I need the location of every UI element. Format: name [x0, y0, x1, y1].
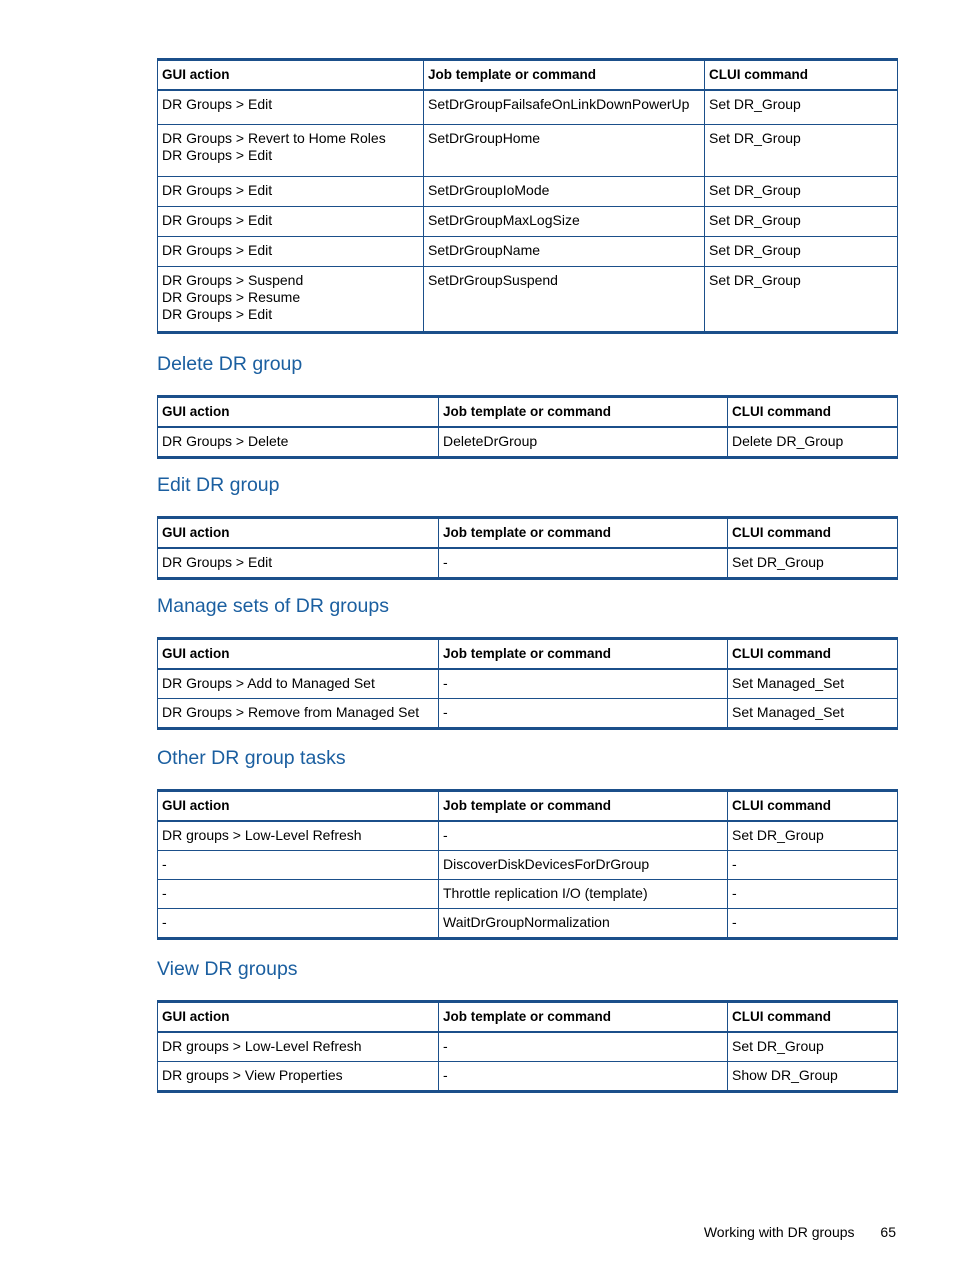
header-clui-command: CLUI command	[705, 60, 898, 91]
table-row	[158, 427, 898, 458]
gui-action-cell: DR Groups > Add to Managed Set	[158, 669, 439, 699]
gui-action-cell: DR Groups > Revert to Home Roles DR Groups > Edit	[158, 124, 424, 176]
clui-cell: -	[728, 909, 898, 939]
gui-action-cell: -	[158, 851, 439, 880]
gui-action-cell: DR Groups > Delete	[158, 427, 439, 458]
gui-action-cell: DR Groups > Edit	[158, 90, 424, 124]
table-row	[158, 90, 898, 124]
page-footer	[704, 1223, 896, 1241]
table-row	[158, 909, 898, 939]
clui-cell: Set DR_Group	[705, 236, 898, 266]
header-job-template: Job template or command	[439, 1002, 728, 1033]
table-row	[158, 236, 898, 266]
job-cell: -	[439, 548, 728, 579]
clui-cell: Set DR_Group	[728, 1032, 898, 1062]
table-row	[158, 699, 898, 729]
section-heading-edit-dr-group: Edit DR group	[157, 474, 280, 496]
gui-action-cell: DR groups > View Properties	[158, 1062, 439, 1092]
header-gui-action: GUI action	[158, 60, 424, 91]
gui-action-cell: -	[158, 909, 439, 939]
manage-sets-table	[157, 637, 898, 730]
header-gui-action: GUI action	[158, 1002, 439, 1033]
gui-action-cell: DR groups > Low-Level Refresh	[158, 821, 439, 851]
table-row	[158, 1032, 898, 1062]
clui-cell: Set Managed_Set	[728, 699, 898, 729]
gui-action-cell: DR Groups > Edit	[158, 176, 424, 206]
job-cell: SetDrGroupIoMode	[424, 176, 705, 206]
section-heading-manage-sets: Manage sets of DR groups	[157, 595, 389, 617]
table-header-row	[158, 1002, 898, 1033]
header-gui-action: GUI action	[158, 791, 439, 822]
job-cell: DeleteDrGroup	[439, 427, 728, 458]
job-cell: SetDrGroupFailsafeOnLinkDownPowerUp	[424, 90, 705, 124]
gui-action-cell: DR Groups > Suspend DR Groups > Resume DR Groups > Edit	[158, 266, 424, 332]
header-clui-command: CLUI command	[728, 397, 898, 428]
gui-action-cell: -	[158, 880, 439, 909]
header-job-template: Job template or command	[439, 518, 728, 549]
job-cell: DiscoverDiskDevicesForDrGroup	[439, 851, 728, 880]
header-job-template: Job template or command	[439, 397, 728, 428]
edit-dr-group-table	[157, 516, 898, 580]
table-header-row	[158, 518, 898, 549]
clui-cell: -	[728, 851, 898, 880]
header-job-template: Job template or command	[439, 791, 728, 822]
table-header-row	[158, 791, 898, 822]
clui-cell: Set DR_Group	[705, 206, 898, 236]
table-row	[158, 821, 898, 851]
job-cell: -	[439, 1032, 728, 1062]
header-gui-action: GUI action	[158, 397, 439, 428]
job-cell: WaitDrGroupNormalization	[439, 909, 728, 939]
job-cell: -	[439, 669, 728, 699]
job-cell: SetDrGroupName	[424, 236, 705, 266]
job-cell: SetDrGroupHome	[424, 124, 705, 176]
footer-section-title: Working with DR groups	[703, 1224, 855, 1240]
gui-action-cell: DR Groups > Edit	[158, 548, 439, 579]
clui-cell: Set DR_Group	[705, 176, 898, 206]
job-cell: -	[439, 699, 728, 729]
table-row	[158, 1062, 898, 1092]
clui-cell: -	[728, 880, 898, 909]
table-row	[158, 124, 898, 176]
header-clui-command: CLUI command	[728, 639, 898, 670]
table-row	[158, 851, 898, 880]
clui-cell: Set DR_Group	[705, 124, 898, 176]
job-cell: -	[439, 1062, 728, 1092]
view-dr-groups-table	[157, 1000, 898, 1093]
gui-action-cell: DR groups > Low-Level Refresh	[158, 1032, 439, 1062]
clui-cell: Set DR_Group	[705, 266, 898, 332]
table-row	[158, 669, 898, 699]
clui-cell: Set Managed_Set	[728, 669, 898, 699]
clui-cell: Set DR_Group	[728, 548, 898, 579]
header-gui-action: GUI action	[158, 518, 439, 549]
gui-action-cell: DR Groups > Edit	[158, 236, 424, 266]
job-cell: SetDrGroupSuspend	[424, 266, 705, 332]
table-header-row	[158, 60, 898, 91]
page-number: 65	[880, 1224, 896, 1240]
section-heading-other-tasks: Other DR group tasks	[157, 747, 346, 769]
header-job-template: Job template or command	[424, 60, 705, 91]
set-dr-group-table	[157, 58, 898, 334]
job-cell: -	[439, 821, 728, 851]
header-clui-command: CLUI command	[728, 1002, 898, 1033]
gui-action-cell: DR Groups > Remove from Managed Set	[158, 699, 439, 729]
job-cell: Throttle replication I/O (template)	[439, 880, 728, 909]
header-clui-command: CLUI command	[728, 518, 898, 549]
header-job-template: Job template or command	[439, 639, 728, 670]
section-heading-view-dr-groups: View DR groups	[157, 958, 298, 980]
header-gui-action: GUI action	[158, 639, 439, 670]
table-row	[158, 206, 898, 236]
table-header-row	[158, 639, 898, 670]
table-row	[158, 880, 898, 909]
delete-dr-group-table	[157, 395, 898, 459]
header-clui-command: CLUI command	[728, 791, 898, 822]
clui-cell: Show DR_Group	[728, 1062, 898, 1092]
gui-action-cell: DR Groups > Edit	[158, 206, 424, 236]
clui-cell: Delete DR_Group	[728, 427, 898, 458]
clui-cell: Set DR_Group	[728, 821, 898, 851]
other-tasks-table	[157, 789, 898, 940]
job-cell: SetDrGroupMaxLogSize	[424, 206, 705, 236]
table-row	[158, 266, 898, 332]
section-heading-delete-dr-group: Delete DR group	[157, 353, 303, 375]
table-row	[158, 176, 898, 206]
table-header-row	[158, 397, 898, 428]
table-row	[158, 548, 898, 579]
clui-cell: Set DR_Group	[705, 90, 898, 124]
